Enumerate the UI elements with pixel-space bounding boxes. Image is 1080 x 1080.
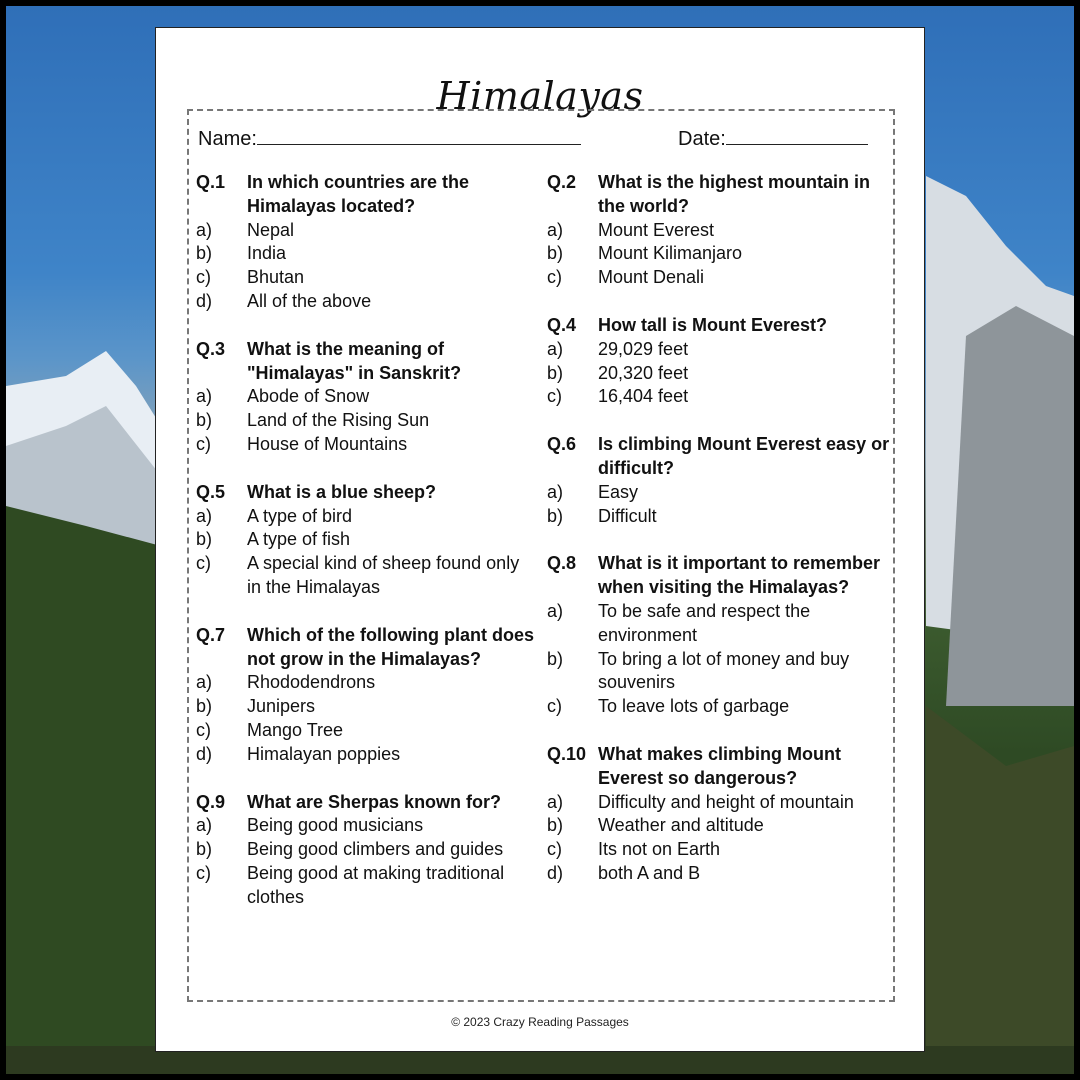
option-text: Mount Denali	[598, 267, 705, 288]
answer-option[interactable]	[196, 409, 536, 433]
answer-option[interactable]	[196, 528, 536, 552]
option-text: Being good at making traditional clothes	[247, 862, 505, 907]
right-question-column	[547, 171, 892, 910]
answer-option[interactable]	[547, 862, 892, 886]
option-letter: c)	[547, 386, 562, 407]
option-text: Difficult	[598, 505, 657, 526]
option-text: Its not on Earth	[598, 839, 721, 860]
name-blank-line[interactable]	[257, 126, 581, 145]
question-row	[547, 433, 892, 481]
option-letter: b)	[196, 410, 213, 431]
option-text: Weather and altitude	[598, 815, 764, 836]
option-letter: c)	[196, 862, 211, 883]
right-forest	[926, 706, 1074, 1074]
answer-option[interactable]	[196, 814, 536, 838]
answer-option[interactable]	[196, 242, 536, 266]
option-text: To bring a lot of money and buy souvenirs	[598, 648, 850, 693]
option-text: A special kind of sheep found only in the Himalayas	[247, 553, 520, 597]
option-text: Mount Kilimanjaro	[598, 243, 743, 264]
answer-option[interactable]	[196, 719, 536, 743]
name-field[interactable]	[198, 126, 581, 151]
question-block	[547, 433, 892, 528]
option-text: 16,404 feet	[598, 386, 689, 407]
option-letter: a)	[196, 386, 213, 407]
option-text: A type of bird	[247, 505, 353, 526]
question-number: Q.6	[547, 434, 577, 455]
question-number: Q.9	[196, 791, 226, 812]
answer-option[interactable]	[196, 671, 536, 695]
option-text: Nepal	[247, 219, 295, 240]
option-letter: c)	[196, 719, 211, 740]
question-number: Q.4	[547, 314, 577, 335]
question-text: Is climbing Mount Everest easy or difficult?	[598, 434, 890, 478]
question-row	[547, 314, 892, 338]
option-letter: b)	[547, 815, 564, 836]
option-text: All of the above	[247, 290, 372, 311]
question-text: What is the meaning of "Himalayas" in Sanskrit?	[247, 338, 462, 383]
option-letter: b)	[196, 839, 213, 860]
option-text: Mount Everest	[598, 219, 715, 240]
answer-option[interactable]	[196, 266, 536, 290]
question-row	[196, 171, 536, 219]
answer-option[interactable]	[547, 385, 892, 409]
question-block	[547, 171, 892, 290]
question-block	[196, 338, 536, 457]
option-letter: d)	[196, 743, 213, 764]
question-text: What is it important to remember when visiting the Himalayas?	[598, 553, 881, 598]
question-text: What is the highest mountain in the world?	[598, 172, 870, 216]
option-letter: c)	[547, 839, 562, 860]
option-text: To be safe and respect the environment	[598, 600, 811, 645]
option-letter: b)	[196, 529, 213, 550]
answer-option[interactable]	[547, 695, 892, 719]
question-number: Q.3	[196, 338, 226, 359]
question-number: Q.8	[547, 553, 577, 574]
date-label: Date:	[678, 128, 726, 150]
question-number: Q.10	[547, 743, 587, 764]
question-row	[196, 624, 536, 672]
answer-option[interactable]	[196, 505, 536, 529]
date-field[interactable]	[678, 126, 868, 151]
date-blank-line[interactable]	[726, 126, 868, 145]
option-text: Easy	[598, 481, 639, 502]
option-text: A type of fish	[247, 529, 351, 550]
option-letter: c)	[196, 267, 211, 288]
question-text: What are Sherpas known for?	[247, 791, 502, 812]
answer-option[interactable]	[547, 814, 892, 838]
question-row	[547, 552, 892, 600]
option-text: 20,320 feet	[598, 362, 689, 383]
option-text: Difficulty and height of mountain	[598, 791, 854, 812]
option-letter: c)	[547, 696, 562, 717]
question-row	[547, 743, 892, 791]
question-number: Q.1	[196, 172, 226, 192]
option-text: Being good musicians	[247, 815, 424, 836]
option-letter: a)	[547, 219, 564, 240]
answer-option[interactable]	[547, 600, 892, 648]
option-letter: a)	[547, 600, 564, 621]
question-number: Q.5	[196, 481, 226, 502]
option-letter: a)	[196, 672, 213, 693]
question-number: Q.7	[196, 624, 226, 645]
option-text: Abode of Snow	[247, 386, 370, 407]
answer-option[interactable]	[547, 362, 892, 386]
option-letter: d)	[547, 862, 564, 883]
answer-option[interactable]	[196, 743, 536, 767]
answer-option[interactable]	[547, 481, 892, 505]
option-text: To leave lots of garbage	[598, 696, 790, 717]
answer-option[interactable]	[547, 791, 892, 815]
answer-option[interactable]	[547, 505, 892, 529]
question-row	[196, 338, 536, 386]
option-text: India	[247, 243, 287, 264]
option-text: Himalayan poppies	[247, 743, 401, 764]
option-letter: a)	[547, 338, 564, 359]
answer-option[interactable]	[196, 290, 536, 314]
option-letter: c)	[547, 267, 562, 288]
answer-option[interactable]	[196, 695, 536, 719]
right-rock-face	[946, 306, 1074, 706]
left-question-column	[196, 171, 536, 934]
option-letter: a)	[196, 815, 213, 836]
answer-option[interactable]	[196, 838, 536, 862]
copyright-footer: © 2023 Crazy Reading Passages	[451, 1015, 629, 1029]
option-letter: a)	[196, 219, 213, 240]
question-text: In which countries are the Himalayas located?	[247, 172, 470, 216]
question-row	[196, 481, 536, 505]
option-text: Rhododendrons	[247, 672, 376, 693]
answer-option[interactable]	[547, 838, 892, 862]
option-text: both A and B	[598, 862, 701, 883]
option-text: Being good climbers and guides	[247, 839, 504, 860]
option-text: House of Mountains	[247, 433, 408, 454]
option-letter: b)	[547, 243, 564, 264]
option-text: Mango Tree	[247, 719, 344, 740]
option-text: 29,029 feet	[598, 338, 689, 359]
option-text: Junipers	[247, 696, 316, 717]
option-letter: b)	[196, 243, 213, 264]
question-block	[196, 624, 536, 767]
answer-option[interactable]	[196, 862, 536, 910]
worksheet-page	[155, 27, 925, 1052]
question-block	[196, 171, 536, 314]
answer-option[interactable]	[196, 385, 536, 409]
worksheet-title: Himalayas	[436, 74, 644, 118]
answer-option[interactable]	[547, 266, 892, 290]
answer-option[interactable]	[196, 552, 536, 600]
question-row	[196, 791, 536, 815]
name-label: Name:	[198, 128, 257, 150]
option-text: Land of the Rising Sun	[247, 410, 430, 431]
option-letter: d)	[196, 290, 213, 311]
option-letter: c)	[196, 433, 211, 454]
question-text: Which of the following plant does not grow in the Himalayas?	[247, 624, 534, 669]
question-block	[196, 791, 536, 910]
answer-option[interactable]	[196, 433, 536, 457]
question-block	[196, 481, 536, 600]
question-block	[547, 314, 892, 409]
question-text: What is a blue sheep?	[247, 481, 437, 502]
answer-option[interactable]	[547, 338, 892, 362]
option-letter: a)	[547, 791, 564, 812]
question-text: What makes climbing Mount Everest so dangerous?	[598, 743, 842, 788]
option-letter: a)	[196, 505, 213, 526]
option-letter: b)	[196, 696, 213, 717]
question-text: How tall is Mount Everest?	[598, 314, 828, 335]
option-letter: c)	[196, 553, 211, 574]
answer-option[interactable]	[196, 219, 536, 243]
question-block	[547, 743, 892, 886]
question-row	[547, 171, 892, 219]
option-letter: a)	[547, 481, 564, 502]
option-text: Bhutan	[247, 267, 305, 288]
answer-option[interactable]	[547, 242, 892, 266]
question-block	[547, 552, 892, 719]
answer-option[interactable]	[547, 648, 892, 696]
answer-option[interactable]	[547, 219, 892, 243]
option-letter: b)	[547, 648, 564, 669]
question-number: Q.2	[547, 172, 577, 192]
left-forest	[6, 506, 161, 1074]
option-letter: b)	[547, 505, 564, 526]
option-letter: b)	[547, 362, 564, 383]
